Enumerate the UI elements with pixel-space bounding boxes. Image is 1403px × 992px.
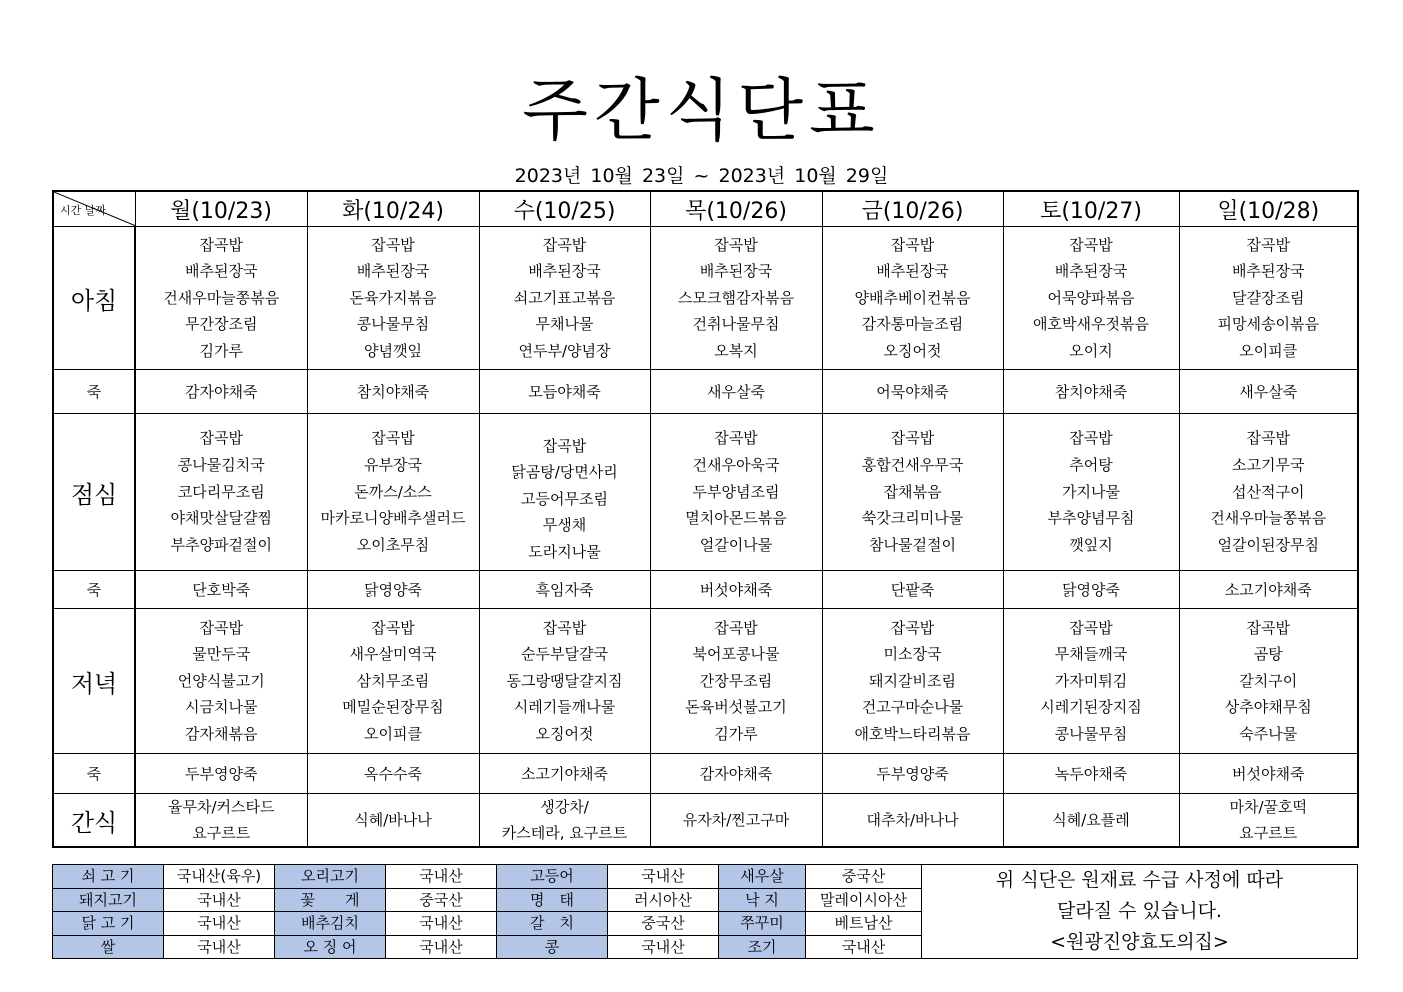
menu-item: 배추된장국 bbox=[876, 262, 949, 281]
menu-item: 쇠고기표고볶음 bbox=[513, 288, 616, 307]
menu-cell bbox=[1003, 794, 1179, 848]
menu-item: 참나물겉절이 bbox=[869, 536, 956, 555]
day-header: 목(10/26) bbox=[650, 191, 822, 227]
menu-item: 요구르트 bbox=[192, 824, 251, 842]
origin-label: 낙 지 bbox=[719, 888, 806, 912]
menu-item: 깻잎지 bbox=[1069, 536, 1113, 555]
menu-item: 쑥갓크리미나물 bbox=[861, 509, 964, 528]
menu-cell bbox=[1003, 609, 1179, 754]
menu-item: 숙주나물 bbox=[1239, 724, 1298, 743]
menu-item: 잡곡밥 bbox=[542, 618, 587, 637]
menu-cell bbox=[1003, 414, 1179, 571]
menu-cell bbox=[479, 227, 650, 370]
notice-line: 달라질 수 있습니다. bbox=[1057, 900, 1222, 922]
menu-item: 마차/꿀호떡 bbox=[1229, 798, 1307, 816]
menu-item: 감자채볶음 bbox=[185, 724, 258, 743]
menu-item: 코다리무조림 bbox=[177, 482, 265, 501]
menu-item: 대추차/바나나 bbox=[866, 811, 959, 829]
day-header: 일(10/28) bbox=[1179, 191, 1358, 227]
menu-item: 시레기들깨나물 bbox=[513, 698, 616, 717]
menu-item: 배추된장국 bbox=[1054, 262, 1128, 281]
menu-item: 새우살미역국 bbox=[349, 645, 437, 664]
origin-value: 국내산 bbox=[386, 912, 497, 936]
menu-item: 피망세송이볶음 bbox=[1217, 315, 1319, 334]
menu-item: 배추된장국 bbox=[1232, 262, 1305, 281]
menu-cell: 닭영양죽 bbox=[307, 571, 479, 609]
origin-value: 베트남산 bbox=[806, 912, 922, 936]
menu-item: 양배추베이컨볶음 bbox=[854, 288, 971, 307]
menu-item: 잡곡밥 bbox=[371, 429, 415, 447]
menu-item: 잡곡밥 bbox=[1246, 235, 1290, 254]
origin-label: 오리고기 bbox=[275, 865, 386, 889]
menu-cell bbox=[1179, 609, 1358, 754]
menu-item: 오복지 bbox=[714, 341, 758, 360]
menu-item: 도라지나물 bbox=[528, 542, 601, 561]
menu-cell bbox=[479, 609, 650, 754]
menu-cell bbox=[135, 414, 307, 571]
menu-item: 얼갈이된장무침 bbox=[1217, 536, 1319, 555]
menu-cell bbox=[650, 609, 822, 754]
menu-item: 잡곡밥 bbox=[542, 436, 587, 455]
menu-item: 잡곡밥 bbox=[714, 429, 758, 447]
menu-cell: 두부영양죽 bbox=[135, 754, 307, 794]
menu-cell: 새우살죽 bbox=[650, 370, 822, 414]
menu-cell: 단팥죽 bbox=[822, 571, 1003, 609]
menu-item: 오이지 bbox=[1069, 341, 1113, 360]
menu-item: 잡곡밥 bbox=[542, 235, 587, 254]
menu-item: 유자차/찐고구마 bbox=[682, 811, 790, 829]
menu-cell: 참치야채죽 bbox=[307, 370, 479, 414]
origin-value: 국내산 bbox=[386, 935, 497, 959]
menu-item: 잡곡밥 bbox=[890, 429, 935, 447]
origin-label: 새우살 bbox=[719, 865, 806, 889]
menu-cell: 흑임자죽 bbox=[479, 571, 650, 609]
menu-cell bbox=[479, 414, 650, 571]
origin-value: 국내산 bbox=[164, 912, 275, 936]
menu-item: 돈육버섯불고기 bbox=[685, 698, 787, 717]
menu-cell: 옥수수죽 bbox=[307, 754, 479, 794]
menu-item: 잡곡밥 bbox=[371, 618, 415, 637]
menu-item: 배추된장국 bbox=[528, 262, 601, 281]
menu-item: 콩나물무침 bbox=[356, 315, 430, 334]
menu-item: 곰탕 bbox=[1253, 645, 1283, 664]
menu-item: 오이초무침 bbox=[356, 536, 430, 555]
origin-label: 닭 고 기 bbox=[53, 912, 164, 936]
menu-item: 소고기무국 bbox=[1232, 455, 1305, 474]
menu-item: 홍합건새우무국 bbox=[861, 455, 964, 474]
menu-item: 마카로니양배추샐러드 bbox=[320, 509, 466, 528]
date-range: 2023년 10월 23일 ~ 2023년 10월 29일 bbox=[514, 165, 889, 187]
menu-item: 어묵양파볶음 bbox=[1047, 288, 1135, 307]
menu-cell bbox=[135, 609, 307, 754]
origin-value: 국내산 bbox=[608, 865, 719, 889]
menu-item: 건고구마순나물 bbox=[861, 698, 964, 717]
menu-item: 잡채볶음 bbox=[883, 482, 942, 501]
menu-item: 배추된장국 bbox=[356, 262, 430, 281]
menu-item: 시레기된장지짐 bbox=[1040, 698, 1142, 717]
menu-item: 물만두국 bbox=[192, 645, 251, 664]
menu-item: 언양식불고기 bbox=[177, 671, 265, 690]
menu-cell: 감자야채죽 bbox=[650, 754, 822, 794]
menu-cell: 버섯야채죽 bbox=[1179, 754, 1358, 794]
menu-cell bbox=[307, 794, 479, 848]
origin-value: 중국산 bbox=[806, 865, 922, 889]
lunch-row bbox=[53, 414, 1358, 571]
origin-value: 중국산 bbox=[386, 888, 497, 912]
menu-item: 유부장국 bbox=[364, 455, 422, 474]
juk-row bbox=[53, 754, 1358, 794]
menu-cell bbox=[1179, 414, 1358, 571]
day-header: 금(10/26) bbox=[822, 191, 1003, 227]
origin-label: 꽃 게 bbox=[275, 888, 386, 912]
origin-value: 국내산 bbox=[164, 935, 275, 959]
menu-cell: 소고기야채죽 bbox=[1179, 571, 1358, 609]
menu-item: 잡곡밥 bbox=[371, 235, 415, 254]
menu-item: 배추된장국 bbox=[185, 262, 258, 281]
menu-item: 잡곡밥 bbox=[714, 618, 758, 637]
menu-item: 돼지갈비조림 bbox=[869, 671, 956, 690]
menu-item: 고등어무조림 bbox=[521, 489, 608, 508]
origin-value: 국내산 bbox=[164, 888, 275, 912]
snack-row bbox=[53, 794, 1358, 848]
menu-item: 돈까스/소스 bbox=[354, 482, 432, 501]
juk-row bbox=[53, 571, 1358, 609]
corner-cell bbox=[53, 191, 135, 227]
origin-label: 명 태 bbox=[497, 888, 608, 912]
menu-item: 건새우아욱국 bbox=[692, 455, 780, 474]
menu-item: 양념깻잎 bbox=[364, 341, 422, 360]
meal-label-juk: 죽 bbox=[53, 571, 135, 609]
menu-item: 섭산적구이 bbox=[1232, 482, 1305, 501]
menu-cell: 어묵야채죽 bbox=[822, 370, 1003, 414]
menu-item: 건새우마늘쫑볶음 bbox=[163, 288, 280, 307]
menu-item: 김가루 bbox=[714, 724, 758, 743]
origin-label: 콩 bbox=[497, 935, 608, 959]
menu-item: 율무차/커스타드 bbox=[168, 798, 275, 816]
menu-cell bbox=[307, 609, 479, 754]
menu-cell: 모듬야채죽 bbox=[479, 370, 650, 414]
menu-item: 가지나물 bbox=[1062, 482, 1120, 501]
menu-item: 콩나물김치국 bbox=[177, 455, 265, 474]
menu-item: 순두부달걀국 bbox=[521, 645, 608, 664]
menu-item: 김가루 bbox=[199, 341, 243, 360]
page-title: 주간식단표 bbox=[522, 72, 881, 151]
menu-cell bbox=[479, 794, 650, 848]
menu-cell: 단호박죽 bbox=[135, 571, 307, 609]
menu-cell bbox=[822, 414, 1003, 571]
meal-label-dinner: 저녁 bbox=[53, 609, 135, 754]
menu-item: 잡곡밥 bbox=[1246, 618, 1290, 637]
menu-item: 잡곡밥 bbox=[199, 429, 243, 447]
origin-label: 돼지고기 bbox=[53, 888, 164, 912]
menu-item: 상추야채무침 bbox=[1224, 698, 1312, 717]
menu-cell bbox=[135, 227, 307, 370]
origin-value: 러시아산 bbox=[608, 888, 719, 912]
menu-item: 오이피클 bbox=[364, 724, 422, 743]
breakfast-row bbox=[53, 227, 1358, 370]
menu-item: 닭곰탕/당면사리 bbox=[511, 463, 618, 482]
weekly-menu-table bbox=[52, 190, 1359, 848]
menu-item: 연두부/양념장 bbox=[518, 341, 611, 360]
menu-cell bbox=[135, 794, 307, 848]
menu-item: 부추양파겉절이 bbox=[170, 536, 272, 555]
menu-item: 배추된장국 bbox=[699, 262, 773, 281]
menu-item: 무채들깨국 bbox=[1054, 645, 1128, 664]
header-row bbox=[53, 191, 1358, 227]
origin-label: 갈 치 bbox=[497, 912, 608, 936]
menu-cell: 감자야채죽 bbox=[135, 370, 307, 414]
menu-cell: 두부영양죽 bbox=[822, 754, 1003, 794]
origin-label: 쌀 bbox=[53, 935, 164, 959]
menu-cell bbox=[822, 794, 1003, 848]
menu-item: 식혜/바나나 bbox=[354, 811, 432, 829]
origin-label: 쭈꾸미 bbox=[719, 912, 806, 936]
origin-label: 쇠 고 기 bbox=[53, 865, 164, 889]
corner-label: 시간 날짜 bbox=[60, 204, 107, 217]
day-header: 수(10/25) bbox=[479, 191, 650, 227]
menu-item: 두부양념조림 bbox=[692, 482, 780, 501]
menu-item: 식혜/요플레 bbox=[1052, 811, 1130, 829]
origin-label: 배추김치 bbox=[275, 912, 386, 936]
menu-item: 가자미튀김 bbox=[1054, 671, 1128, 690]
menu-item: 잡곡밥 bbox=[199, 618, 243, 637]
menu-item: 오징어젓 bbox=[883, 341, 942, 360]
meal-label-breakfast: 아침 bbox=[53, 227, 135, 370]
origin-value: 말레이시아산 bbox=[806, 888, 922, 912]
menu-item: 추어탕 bbox=[1069, 455, 1113, 474]
menu-cell: 새우살죽 bbox=[1179, 370, 1358, 414]
meal-label-juk: 죽 bbox=[53, 754, 135, 794]
meal-label-juk: 죽 bbox=[53, 370, 135, 414]
menu-item: 부추양념무침 bbox=[1047, 509, 1135, 528]
menu-item: 돈육가지볶음 bbox=[349, 288, 437, 307]
menu-cell bbox=[307, 227, 479, 370]
menu-cell: 소고기야채죽 bbox=[479, 754, 650, 794]
notice-line: <원광진양효도의집> bbox=[1050, 931, 1229, 953]
origin-label: 오 징 어 bbox=[275, 935, 386, 959]
menu-item: 잡곡밥 bbox=[1069, 429, 1113, 447]
menu-item: 달걀장조림 bbox=[1232, 288, 1305, 307]
menu-item: 요구르트 bbox=[1239, 824, 1298, 842]
menu-cell: 녹두야채죽 bbox=[1003, 754, 1179, 794]
menu-cell: 닭영양죽 bbox=[1003, 571, 1179, 609]
menu-item: 얼갈이나물 bbox=[699, 536, 773, 555]
menu-item: 스모크햄감자볶음 bbox=[678, 288, 794, 307]
meal-label-lunch: 점심 bbox=[53, 414, 135, 571]
meal-label-snack: 간식 bbox=[53, 794, 135, 848]
menu-item: 애호박새우젓볶음 bbox=[1033, 315, 1149, 334]
menu-item: 동그랑땡달걀지짐 bbox=[506, 671, 623, 690]
menu-cell: 버섯야채죽 bbox=[650, 571, 822, 609]
menu-item: 카스테라, 요구르트 bbox=[501, 824, 628, 842]
menu-item: 잡곡밥 bbox=[890, 235, 935, 254]
menu-cell: 참치야채죽 bbox=[1003, 370, 1179, 414]
day-header: 월(10/23) bbox=[135, 191, 307, 227]
menu-item: 애호박느타리볶음 bbox=[854, 724, 971, 743]
menu-cell bbox=[650, 414, 822, 571]
menu-cell bbox=[650, 227, 822, 370]
origin-label: 고등어 bbox=[497, 865, 608, 889]
menu-item: 감자통마늘조림 bbox=[861, 315, 964, 334]
origin-value: 국내산 bbox=[608, 935, 719, 959]
menu-item: 간장무조림 bbox=[699, 671, 773, 690]
menu-item: 시금치나물 bbox=[185, 698, 258, 717]
menu-item: 멸치아몬드볶음 bbox=[685, 509, 787, 528]
menu-item: 미소장국 bbox=[883, 645, 942, 664]
juk-row bbox=[53, 370, 1358, 414]
menu-item: 잡곡밥 bbox=[1069, 618, 1113, 637]
menu-item: 무채나물 bbox=[535, 315, 594, 334]
menu-item: 생강차/ bbox=[540, 798, 589, 816]
menu-cell bbox=[822, 609, 1003, 754]
origin-table bbox=[52, 864, 1358, 959]
menu-cell bbox=[1179, 227, 1358, 370]
menu-item: 무간장조림 bbox=[185, 315, 258, 334]
day-header: 토(10/27) bbox=[1003, 191, 1179, 227]
menu-item: 잡곡밥 bbox=[1069, 235, 1113, 254]
menu-item: 갈치구이 bbox=[1239, 671, 1298, 690]
menu-item: 잡곡밥 bbox=[714, 235, 758, 254]
notice-line: 위 식단은 원재료 수급 사정에 따라 bbox=[995, 869, 1284, 891]
menu-item: 삼치무조림 bbox=[356, 671, 430, 690]
menu-cell bbox=[1003, 227, 1179, 370]
day-header: 화(10/24) bbox=[307, 191, 479, 227]
menu-item: 오징어젓 bbox=[535, 724, 594, 743]
menu-item: 건취나물무침 bbox=[692, 315, 780, 334]
menu-item: 메밀순된장무침 bbox=[342, 698, 444, 717]
menu-item: 북어포콩나물 bbox=[692, 645, 780, 664]
dinner-row bbox=[53, 609, 1358, 754]
menu-cell bbox=[307, 414, 479, 571]
menu-cell bbox=[822, 227, 1003, 370]
origin-value: 국내산 bbox=[806, 935, 922, 959]
menu-item: 콩나물무침 bbox=[1054, 724, 1128, 743]
menu-item: 야채맛살달걀찜 bbox=[170, 509, 272, 528]
menu-item: 잡곡밥 bbox=[1246, 429, 1290, 447]
origin-label: 조기 bbox=[719, 935, 806, 959]
menu-item: 오이피클 bbox=[1239, 341, 1298, 360]
menu-cell bbox=[1179, 794, 1358, 848]
menu-item: 잡곡밥 bbox=[199, 235, 243, 254]
menu-item: 잡곡밥 bbox=[890, 618, 935, 637]
origin-value: 국내산(육우) bbox=[164, 865, 275, 889]
notice bbox=[922, 865, 1358, 959]
menu-item: 무생채 bbox=[542, 516, 587, 535]
menu-cell bbox=[650, 794, 822, 848]
menu-item: 건새우마늘쫑볶음 bbox=[1210, 509, 1327, 528]
origin-value: 중국산 bbox=[608, 912, 719, 936]
origin-row bbox=[53, 865, 1358, 889]
origin-value: 국내산 bbox=[386, 865, 497, 889]
